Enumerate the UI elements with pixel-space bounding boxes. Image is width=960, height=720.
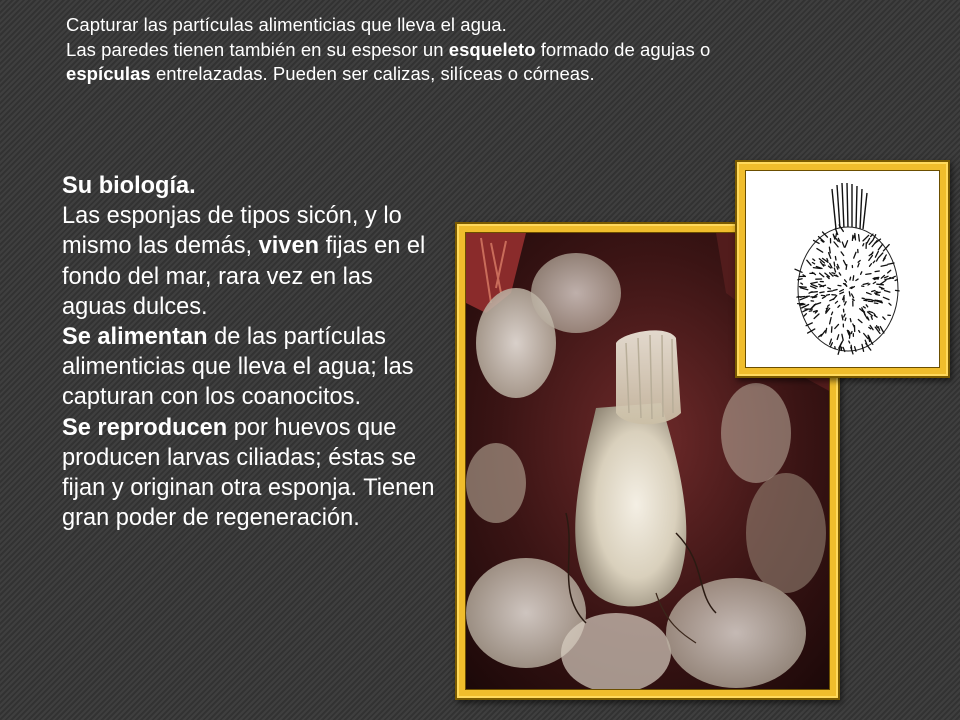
intro-line-1: Capturar las partículas alimenticias que lleva el agua. <box>66 14 507 35</box>
paragraph-reproduction <box>62 413 442 534</box>
term-espiculas: espículas <box>66 63 151 84</box>
intro-text <box>66 13 811 87</box>
reproduction-text: por huevos que producen larvas ciliadas; éstas se fijan y originan otra esponja. Tienen gran poder de regeneración. <box>62 414 435 532</box>
intro-line-2-end: formado de agujas o <box>535 38 711 60</box>
feeding-text: de las partículas alimenticias que lleva el agua; las capturan con los coanocitos. <box>62 324 414 411</box>
paragraph-feeding <box>62 322 442 413</box>
intro-line-3 <box>66 62 811 87</box>
intro-line-3-end: entrelazadas. Pueden ser calizas, silíceas o córneas. <box>150 63 595 84</box>
biology-text <box>62 171 442 533</box>
heading-text: Su biología. <box>62 173 196 199</box>
sponge-drawing-image <box>746 171 940 368</box>
section-heading <box>62 171 442 201</box>
term-se-reproducen: Se reproducen <box>62 414 228 441</box>
intro-line-2 <box>66 38 811 63</box>
habitat-start: Las esponjas de tipos sicón, y lo mismo las demás, <box>62 203 402 260</box>
paragraph-habitat <box>62 201 442 322</box>
term-se-alimentan: Se alimentan <box>62 324 208 351</box>
sponge-drawing <box>745 170 940 368</box>
habitat-end: fijas en el fondo del mar, rara vez en las aguas dulces. <box>62 233 426 320</box>
intro-line-2-start: Las paredes tienen también en su espesor un <box>66 38 449 60</box>
sponge-drawing-frame <box>735 160 950 378</box>
term-viven: viven <box>258 233 320 260</box>
term-esqueleto: esqueleto <box>448 38 536 60</box>
